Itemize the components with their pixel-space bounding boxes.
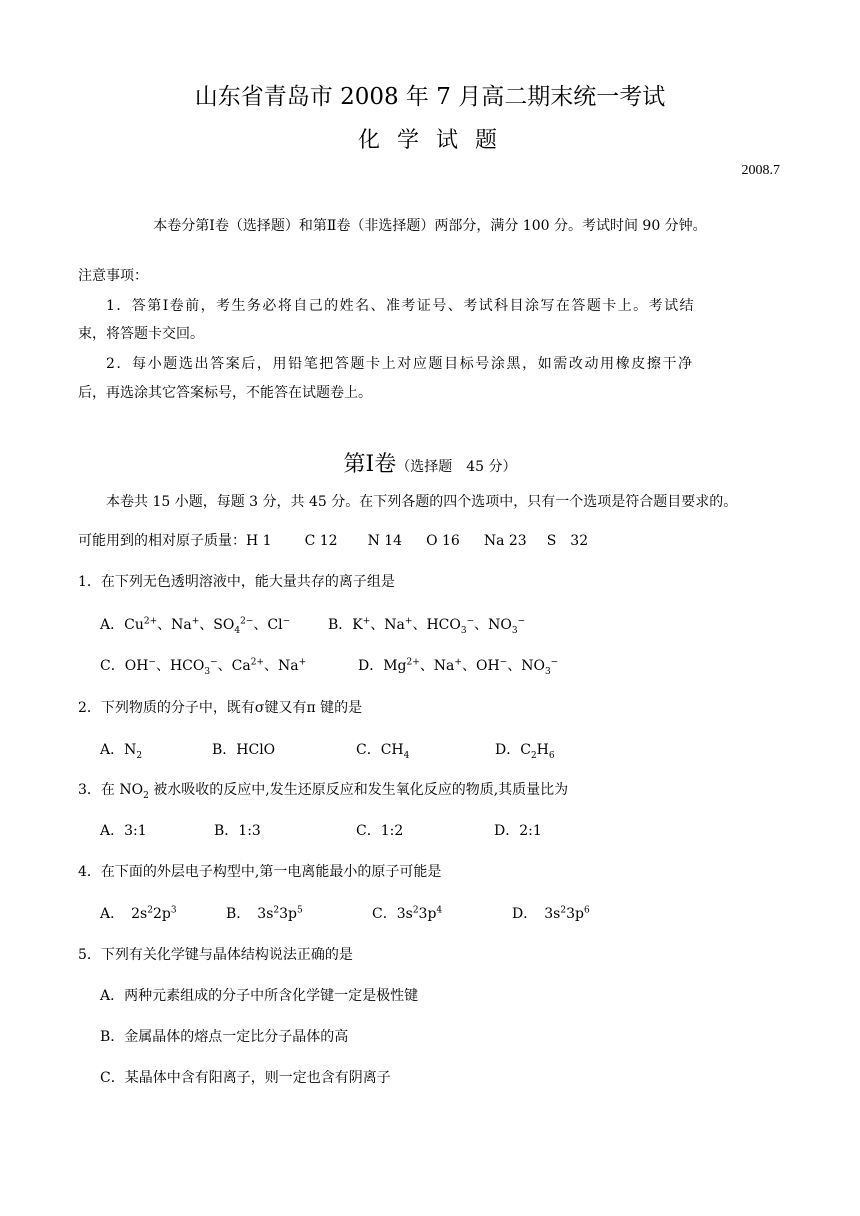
question-4-option-d: D． $3s^23p^6$ [512, 905, 590, 922]
atomic-mass-label: 可能用到的相对原子质量： [78, 533, 246, 549]
question-5-stem: 5．下列有关化学键与晶体结构说法正确的是 [78, 947, 353, 963]
atomic-mass-c: C 12 [304, 533, 338, 549]
notes-item-1-line-1: 1．答第Ⅰ卷前，考生务必将自己的姓名、准考证号、考试科目涂写在答题卡上。考试结 [106, 298, 695, 314]
exam-summary: 本卷分第Ⅰ卷（选择题）和第Ⅱ卷（非选择题）两部分，满分 100 分。考试时间 90 分钟。 [153, 218, 707, 234]
question-4-option-c: C．$3s^23p^4$ [372, 905, 443, 922]
question-3-stem-subscript: 2 [143, 790, 149, 801]
question-3-stem-a: 3．在 NO [78, 782, 144, 798]
atomic-mass-s: S 32 [546, 533, 589, 549]
question-3-option-a: A．3:1 [100, 823, 147, 839]
section-title-main: 第Ⅰ卷 [343, 452, 397, 477]
atomic-mass-h: H 1 [246, 533, 272, 549]
section-title-note: （选择题 45 分） [396, 459, 517, 475]
question-1-option-a: A．$Cu^{2+}$、Na+、$SO_4^{2-}$、Cl− [100, 616, 291, 636]
question-3-stem [78, 779, 568, 799]
question-3-option-c: C．1:2 [356, 823, 404, 839]
question-2-option-d: D．$C_2H_6$ [495, 742, 555, 761]
notes-item-1-line-2: 束，将答题卡交回。 [78, 326, 204, 342]
atomic-mass-n: N 14 [367, 533, 403, 549]
question-3-option-b: B．1:3 [214, 823, 261, 839]
section-intro: 本卷共 15 小题，每题 3 分，共 45 分。在下列各题的四个选项中，只有一个选项是符合题目要求的。 [106, 494, 738, 510]
exam-subtitle: 化 学 试 题 [358, 128, 502, 153]
question-3-stem-b: 被水吸收的反应中,发生还原反应和发生氧化反应的物质,其质量比为 [148, 782, 569, 798]
question-4-option-a: A． $2s^22p^3$ [100, 905, 177, 922]
section-title [0, 447, 860, 478]
question-5-option-a: A．两种元素组成的分子中所含化学键一定是极性键 [100, 988, 419, 1004]
atomic-mass-o: O 16 [426, 533, 460, 549]
question-2-option-b: B．HClO [212, 742, 276, 758]
notes-heading: 注意事项： [78, 268, 148, 284]
question-1-option-d: D．$Mg^{2+}$、Na+、OH−、$NO_3^-$ [358, 657, 559, 677]
question-5-option-c: C．某晶体中含有阳离子，则一定也含有阴离子 [100, 1070, 391, 1086]
question-4-stem: 4．在下面的外层电子构型中,第一电离能最小的原子可能是 [78, 864, 442, 880]
question-2-option-a: A．$N_2$ [100, 742, 143, 761]
question-5-option-b: B．金属晶体的熔点一定比分子晶体的高 [100, 1029, 349, 1045]
question-4-option-b: B． $3s^23p^5$ [226, 905, 303, 922]
notes-item-2-line-2: 后，再选涂其它答案标号，不能答在试题卷上。 [78, 385, 372, 401]
exam-date: 2008.7 [741, 163, 780, 178]
atomic-mass-line [78, 529, 588, 553]
question-2-stem: 2．下列物质的分子中，既有σ键又有π 键的是 [78, 700, 363, 716]
question-3-option-d: D．2:1 [494, 823, 542, 839]
atomic-mass-na: Na 23 [483, 533, 527, 549]
notes-item-2-line-1: 2．每小题选出答案后，用铅笔把答题卡上对应题目标号涂黑，如需改动用橡皮擦干净 [106, 356, 694, 372]
question-2-option-c: C．$CH_4$ [356, 742, 410, 761]
question-1-stem: 1．在下列无色透明溶液中，能大量共存的离子组是 [78, 574, 395, 590]
exam-title: 山东省青岛市 2008 年 7 月高二期末统一考试 [194, 84, 666, 110]
question-1-option-b: B．K+、Na+、$HCO_3^-$、$NO_3^-$ [328, 616, 526, 636]
question-1-option-c: C．OH−、$HCO_3^-$、$Ca^{2+}$、Na+ [100, 657, 307, 677]
